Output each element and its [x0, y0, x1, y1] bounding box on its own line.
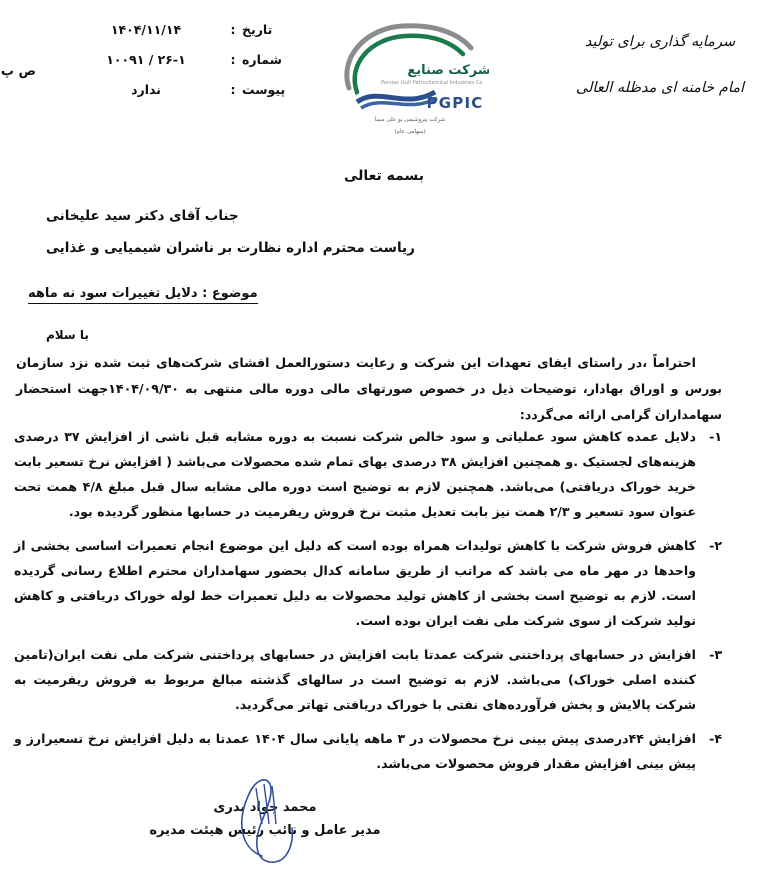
recipient-block [46, 208, 768, 256]
list-item-text: دلایل عمده کاهش سود عملیاتی و سود خالص شرکت نسبت به دوره مشابه قبل ناشی از افزایش ۳۷ درصدی هزینه‌های لجستیک .و همچنین افزایش ۳۸ درصدی بهای تمام شده محصولات می‌باشد ( افزایش نرخ تسعیر بابت خرید خوراک دریافتی) می‌باشد. همچنین لازم به توضیح است دوره مالی مشابه سال قبل مبلغ ۴/۸ همت تحت عنوان سود تسعیر و ۲/۳ همت نیز بابت تعدیل مثبت نرخ فروش ریفرمیت در حسابها منظور گردیده بود. [14, 429, 696, 519]
recipient-name: جناب آقای دکتر سید علیخانی [46, 208, 239, 224]
signature-block [110, 800, 420, 838]
signer-name: محمد جواد بدری [213, 800, 317, 815]
meta-row-date [70, 24, 320, 54]
list-item [14, 424, 722, 524]
basmala: بسمه تعالی [343, 168, 425, 184]
logo-text-fa: شرکت صنایع [407, 63, 489, 78]
company-logo [331, 18, 489, 143]
list-item-number: ۴- [709, 731, 722, 746]
date-label: تاریخ [242, 22, 273, 37]
explanation-list [14, 424, 722, 785]
logo-text-en: Persian Gulf Petrochemical Industries Co. [379, 80, 483, 86]
subject-line [28, 282, 768, 301]
year-slogan [560, 22, 760, 96]
list-item-number: ۲- [709, 538, 722, 553]
list-item-number: ۱- [709, 429, 722, 444]
list-item-text: افزایش ۴۴درصدی پیش بینی نرخ محصولات در ۳ ماهه پایانی سال ۱۴۰۴ عمدتا به دلیل افزایش نرخ تسعیرارز و پیش بینی افزایش مقدار فروش محصولات می‌باشد. [14, 731, 696, 771]
signer-title: مدیر عامل و نائب رئیس هیئت مدیره [149, 823, 381, 838]
number-label: شماره [242, 52, 282, 67]
subsidiary-line-2: (سهامی عام) [394, 128, 426, 135]
attachment-colon: : [230, 82, 236, 97]
meta-row-number [70, 54, 320, 84]
list-item-text: کاهش فروش شرکت با کاهش تولیدات همراه بوده است که دلیل این موضوع انجام تعمیرات اساسی بخشی از واحدها در مهر ماه می باشد که مراتب از طریق سامانه کدال بحضور سهامداران محترم اطلاع رسانی گردیده است. لازم به توضیح است بخشی از کاهش تولید محصولات به دلیل تعمیرات خط لوله خوراک دریافتی و کاهش تولید شرکت از سوی شرکت ملی نفت ایران بوده است. [14, 538, 696, 628]
subject-text: موضوع : دلایل تغییرات سود نه ماهه [28, 286, 258, 304]
intro-text: احتراماً ،در راستای ایفای تعهدات این شرکت و رعایت دستورالعمل افشای شرکت‌های ثبت شده نزد سازمان بورس و اوراق بهادار، توضیحات ذیل در خصوص صورتهای مالی دوره مالی منتهی به ۱۴۰۴/۰۹/۳۰جهت استحضار سهامداران گرامی ارائه می‌گردد: [16, 355, 722, 422]
recipient-title: ریاست محترم اداره نظارت بر ناشران شیمیایی و غذایی [46, 240, 415, 256]
footer-strip [0, 864, 768, 880]
logo-brand: PGPIC [426, 94, 484, 110]
corner-mark: ص پ [0, 64, 36, 79]
list-item-number: ۳- [709, 647, 722, 662]
letterhead [0, 0, 768, 150]
intro-paragraph [16, 350, 722, 428]
date-colon: : [230, 22, 236, 37]
number-value: ۲۶-۱ / ۱۰۰۹۱ [106, 52, 186, 67]
subsidiary-line-1: شرکت پتروشیمی بو علی سینا [374, 117, 446, 123]
list-item [14, 726, 722, 776]
list-item [14, 642, 722, 717]
list-item-text: افزایش در حسابهای پرداختنی شرکت عمدتا بابت افزایش در حسابهای پرداختنی شرکت ملی نفت ایران(تامین کننده اصلی خوراک) می‌باشد. لازم به توضیح است در سالهای گذشته مبالغ مربوط به فروش ریفرمیت به شرکت پالایش و پخش فرآورده‌های نفتی با خوراک دریافتی تهاتر می‌گردید. [14, 647, 696, 712]
letter-meta [70, 24, 320, 114]
greeting: با سلام [46, 328, 89, 342]
number-colon: : [230, 52, 236, 67]
attachment-value: ندارد [131, 82, 161, 97]
date-value: ۱۴۰۴/۱۱/۱۴ [110, 22, 182, 37]
attachment-label: پیوست [242, 82, 286, 97]
pgpic-logo-mark [331, 18, 489, 110]
meta-row-attachment [70, 84, 320, 114]
slogan-line-2: امام خامنه ای مدظله العالی [575, 80, 745, 96]
list-item [14, 533, 722, 633]
slogan-line-1: سرمایه گذاری برای تولید [584, 34, 736, 50]
